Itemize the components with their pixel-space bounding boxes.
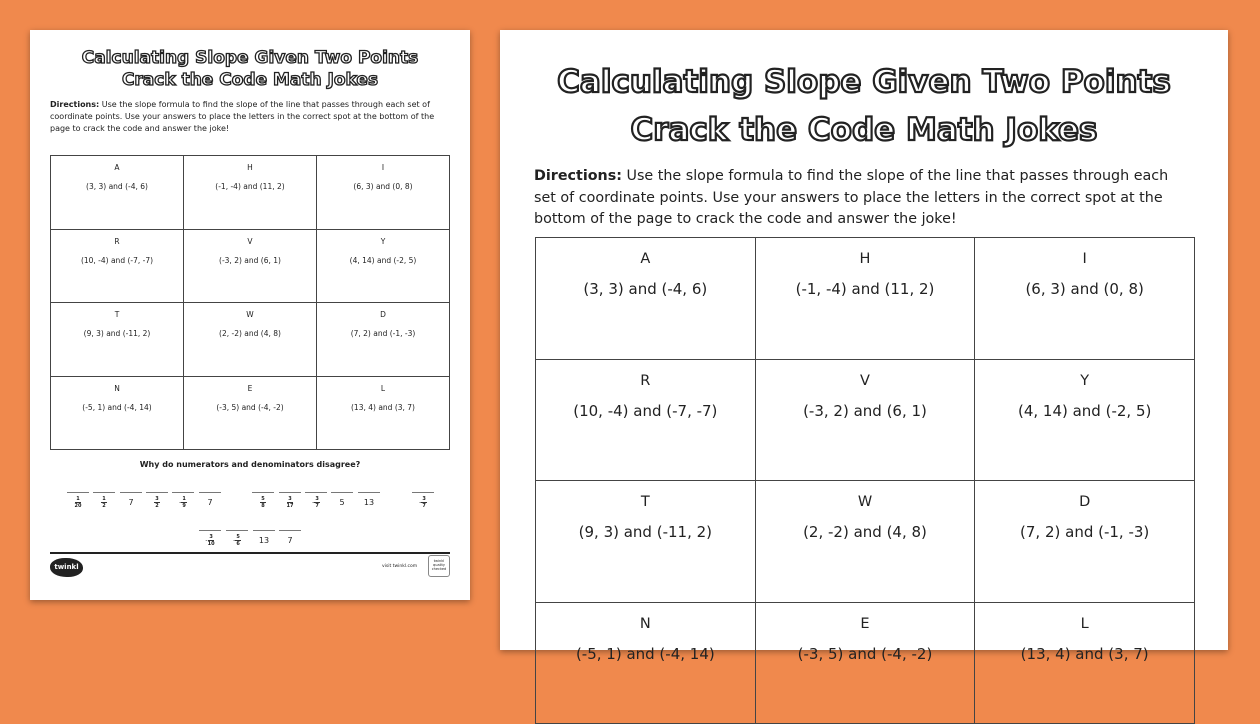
- directions: [50, 99, 450, 135]
- answer-blank: [199, 492, 221, 512]
- title-line-1: Calculating Slope Given Two Points: [30, 47, 470, 69]
- answer-fraction: [260, 496, 265, 509]
- answer-number: 13: [364, 498, 374, 507]
- cell-points: (4, 14) and (-2, 5): [317, 256, 449, 265]
- answer-number: 7: [207, 498, 212, 507]
- problem-cell: [51, 156, 184, 230]
- cell-letter: V: [756, 373, 975, 389]
- worksheet-title: [30, 47, 470, 91]
- denominator: 8: [261, 503, 264, 509]
- problem-cell: [536, 481, 756, 603]
- worksheet-zoomed: [500, 30, 1228, 650]
- cell-letter: A: [536, 251, 755, 267]
- cell-points: (-3, 5) and (-4, -2): [184, 403, 316, 412]
- problem-cell: [975, 360, 1195, 482]
- cell-points: (9, 3) and (-11, 2): [536, 523, 755, 541]
- denominator: 6: [236, 541, 239, 547]
- problem-cell: [536, 238, 756, 360]
- directions-text: Use the slope formula to find the slope of the line that passes through each set of coordinate points. Use your answers to place the letters in the correct spot at the bottom of the page to crack the code and answer the joke!: [534, 168, 1168, 227]
- directions: [534, 166, 1194, 231]
- answer-fraction: [208, 534, 215, 547]
- cell-points: (7, 2) and (-1, -3): [317, 329, 449, 338]
- numerator: 1: [75, 496, 80, 503]
- problem-cell: [184, 230, 317, 304]
- problem-cell: [975, 481, 1195, 603]
- title-line-1: Calculating Slope Given Two Points: [500, 58, 1228, 106]
- answer-fraction: [314, 496, 319, 509]
- footer-divider: [50, 552, 450, 554]
- numerator: 5: [260, 496, 265, 503]
- cell-points: (-3, 5) and (-4, -2): [756, 645, 975, 663]
- answer-number: 7: [287, 536, 292, 545]
- denominator: 10: [208, 541, 215, 547]
- problem-cell: [756, 360, 976, 482]
- directions-text: Use the slope formula to find the slope of the line that passes through each set of coordinate points. Use your answers to place the letters in the correct spot at the bottom of the page to crack the code and answer the joke!: [50, 100, 434, 133]
- problem-cell: [317, 303, 450, 377]
- worksheet-thumbnail: [30, 30, 470, 600]
- cell-letter: I: [317, 163, 449, 172]
- cell-points: (13, 4) and (3, 7): [317, 403, 449, 412]
- visit-link: visit twinkl.com: [382, 564, 417, 569]
- answer-fraction: [75, 496, 82, 509]
- answer-blank: [412, 492, 434, 512]
- answer-fraction: [421, 496, 426, 509]
- denominator: 2: [102, 503, 105, 509]
- directions-label: Directions:: [50, 100, 99, 109]
- answer-blank: [67, 492, 89, 512]
- cell-points: (13, 4) and (3, 7): [975, 645, 1194, 663]
- problem-grid: [50, 155, 450, 450]
- cell-points: (10, -4) and (-7, -7): [536, 402, 755, 420]
- cell-letter: R: [536, 373, 755, 389]
- cell-letter: W: [756, 494, 975, 510]
- denominator: 2: [155, 503, 158, 509]
- cell-points: (4, 14) and (-2, 5): [975, 402, 1194, 420]
- problem-cell: [975, 603, 1195, 724]
- answer-blank: [279, 530, 301, 550]
- answer-blank: [226, 530, 248, 550]
- answer-blank: [120, 492, 142, 512]
- cell-letter: D: [975, 494, 1194, 510]
- denominator: 20: [75, 503, 82, 509]
- negative-sign: -: [205, 537, 207, 544]
- negative-sign: -: [419, 499, 421, 506]
- problem-cell: [536, 360, 756, 482]
- cell-points: (9, 3) and (-11, 2): [51, 329, 183, 338]
- joke-question: Why do numerators and denominators disagree?: [30, 460, 470, 469]
- answer-blank: [358, 492, 380, 512]
- cell-letter: N: [51, 384, 183, 393]
- directions-label: Directions:: [534, 168, 622, 184]
- problem-cell: [756, 603, 976, 724]
- answer-blank: [279, 492, 301, 512]
- cell-letter: E: [184, 384, 316, 393]
- answer-fraction: [101, 496, 106, 509]
- problem-cell: [184, 156, 317, 230]
- answer-fraction: [287, 496, 294, 509]
- denominator: 7: [422, 503, 425, 509]
- numerator: 3: [154, 496, 159, 503]
- numerator: 5: [235, 534, 240, 541]
- cell-letter: R: [51, 237, 183, 246]
- answer-blank: [146, 492, 168, 512]
- answer-blank: [253, 530, 275, 550]
- cell-letter: H: [756, 251, 975, 267]
- cell-points: (6, 3) and (0, 8): [317, 182, 449, 191]
- problem-cell: [536, 603, 756, 724]
- answer-blank: [93, 492, 115, 512]
- problem-cell: [317, 377, 450, 451]
- negative-sign: -: [233, 537, 235, 544]
- problem-grid: [535, 237, 1195, 724]
- problem-cell: [51, 377, 184, 451]
- cell-letter: W: [184, 310, 316, 319]
- cell-letter: Y: [975, 373, 1194, 389]
- title-line-2: Crack the Code Math Jokes: [30, 69, 470, 91]
- cell-letter: L: [317, 384, 449, 393]
- numerator: 3: [208, 534, 213, 541]
- cell-points: (2, -2) and (4, 8): [756, 523, 975, 541]
- cell-points: (3, 3) and (-4, 6): [536, 280, 755, 298]
- cell-letter: H: [184, 163, 316, 172]
- numerator: 3: [314, 496, 319, 503]
- problem-cell: [317, 230, 450, 304]
- denominator: 9: [182, 503, 185, 509]
- problem-cell: [317, 156, 450, 230]
- cell-letter: T: [536, 494, 755, 510]
- cell-points: (-3, 2) and (6, 1): [756, 402, 975, 420]
- problem-cell: [756, 481, 976, 603]
- problem-cell: [51, 303, 184, 377]
- cell-letter: V: [184, 237, 316, 246]
- cell-letter: I: [975, 251, 1194, 267]
- problem-cell: [51, 230, 184, 304]
- answer-blank: [172, 492, 194, 512]
- answer-number: 13: [259, 536, 269, 545]
- problem-cell: [184, 377, 317, 451]
- answer-number: 5: [339, 498, 344, 507]
- cell-points: (6, 3) and (0, 8): [975, 280, 1194, 298]
- numerator: 1: [181, 496, 186, 503]
- negative-sign: -: [179, 499, 181, 506]
- negative-sign: -: [312, 499, 314, 506]
- twinkl-logo: twinkl: [50, 558, 83, 577]
- cell-points: (-1, -4) and (11, 2): [756, 280, 975, 298]
- answer-fraction: [181, 496, 186, 509]
- denominator: 17: [287, 503, 294, 509]
- cell-points: (-3, 2) and (6, 1): [184, 256, 316, 265]
- problem-cell: [756, 238, 976, 360]
- cell-letter: A: [51, 163, 183, 172]
- cell-points: (-5, 1) and (-4, 14): [536, 645, 755, 663]
- problem-cell: [975, 238, 1195, 360]
- answer-fraction: [235, 534, 240, 547]
- cell-points: (-1, -4) and (11, 2): [184, 182, 316, 191]
- answer-blank: [199, 530, 221, 550]
- cell-points: (-5, 1) and (-4, 14): [51, 403, 183, 412]
- cell-letter: L: [975, 616, 1194, 632]
- cell-letter: D: [317, 310, 449, 319]
- numerator: 3: [287, 496, 292, 503]
- answer-blank: [305, 492, 327, 512]
- cell-letter: N: [536, 616, 755, 632]
- answer-blank: [331, 492, 353, 512]
- cell-letter: Y: [317, 237, 449, 246]
- denominator: 7: [315, 503, 318, 509]
- cell-letter: T: [51, 310, 183, 319]
- cell-points: (7, 2) and (-1, -3): [975, 523, 1194, 541]
- worksheet-title: [500, 58, 1228, 154]
- cell-letter: E: [756, 616, 975, 632]
- answer-fraction: [154, 496, 159, 509]
- answer-number: 7: [128, 498, 133, 507]
- numerator: 3: [421, 496, 426, 503]
- cell-points: (10, -4) and (-7, -7): [51, 256, 183, 265]
- title-line-2: Crack the Code Math Jokes: [500, 106, 1228, 154]
- answer-blank: [252, 492, 274, 512]
- cell-points: (2, -2) and (4, 8): [184, 329, 316, 338]
- quality-badge-icon: twinkl quality checked: [428, 555, 450, 577]
- problem-cell: [184, 303, 317, 377]
- cell-points: (3, 3) and (-4, 6): [51, 182, 183, 191]
- numerator: 1: [101, 496, 106, 503]
